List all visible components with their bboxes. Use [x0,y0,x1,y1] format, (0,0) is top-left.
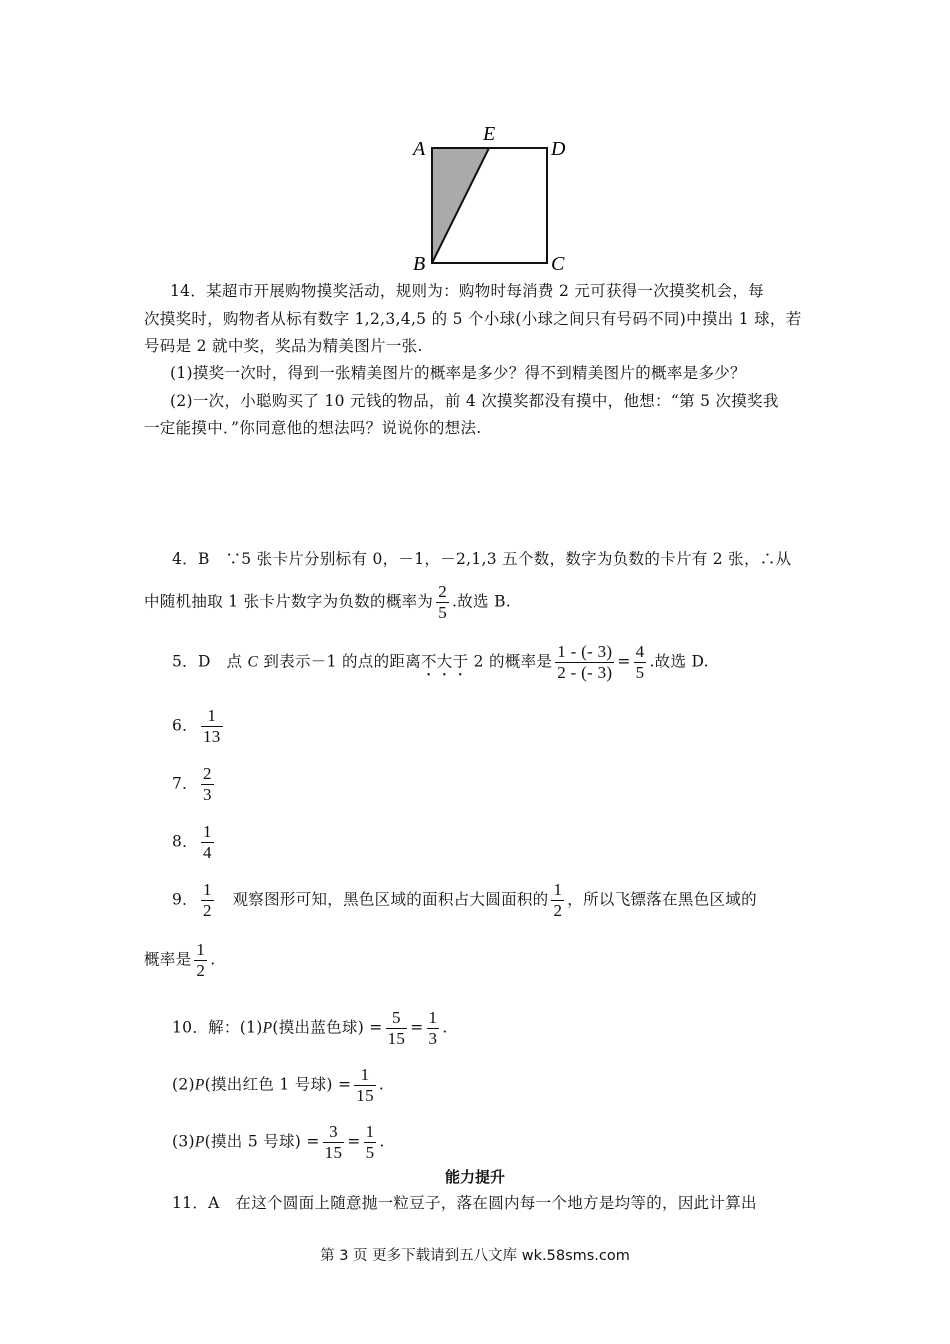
a10-l3-n2: 1 [365,1122,375,1141]
shaded-triangle-abe [432,148,489,263]
a6-line [172,706,226,747]
a10-l1-d2: 3 [428,1029,438,1048]
a10-l2-pre: (2) [172,1075,195,1094]
a8-den: 4 [202,843,212,862]
a9-post: ，所以飞镖落在黑色区域的 [567,890,757,909]
q14-line6: 一定能摸中．”你同意他的想法吗？说说你的想法. [144,419,482,437]
a10-l2-dot: . [378,1075,385,1094]
a4-text: 中随机抽取 1 张卡片数字为负数的概率为 [144,592,434,611]
a10-l3-dot: . [379,1132,385,1151]
a10-l3-mid: (摸出 5 号球) = [204,1132,320,1151]
a5-fraction2 [634,642,647,683]
label-c: C [551,253,565,275]
a5-line [172,642,709,683]
a10-line3 [172,1122,385,1163]
a10-line1 [172,1008,448,1049]
a9-num2: 1 [553,880,563,899]
a9-num3: 1 [196,940,206,959]
q14-line1: 14．某超市开展购物摸奖活动，规则为：购物时每消费 2 元可获得一次摸奖机会，每 [170,282,764,300]
a10-l2-d: 15 [356,1086,374,1105]
a5-frac2-den: 5 [635,663,645,682]
q14-line2: 次摸奖时，购物者从标有数字 1,2,3,4,5 的 5 个小球(小球之间只有号码不同)中摸出 1 球，若 [144,310,802,328]
a10-l3-n1: 3 [329,1122,338,1141]
a10-l2-mid: (摸出红色 1 号球) = [204,1075,352,1094]
a9-line2 [144,940,215,981]
a10-l3-pre: (3) [172,1132,195,1151]
a10-l1-eq: = [410,1018,424,1037]
a5-pre2: 到表示－1 的点的距离 [258,652,421,671]
a4-line1: 4．B ∵5 张卡片分别标有 0，－1，－2,1,3 五个数，数字为负数的卡片有 2 张，∴从 [172,550,792,568]
a11-line1: 11．A 在这个圆面上随意抛一粒豆子，落在圆内每一个地方是均等的，因此计算出 [172,1194,757,1212]
a7-num: 2 [202,764,212,783]
a10-l3-frac2 [364,1122,377,1163]
a4-frac-num: 2 [438,582,448,601]
a5-pre1: 5．D 点 [172,652,248,671]
q14-line4: (1)摸奖一次时，得到一张精美图片的概率是多少？得不到精美图片的概率是多少？ [170,364,746,382]
label-d: D [551,138,566,160]
section-title: 能力提升 [444,1168,505,1186]
a9-den2: 2 [553,901,563,920]
a10-l1-mid: (摸出蓝色球) = [272,1018,383,1037]
a10-l1-d1: 15 [387,1029,406,1048]
a8-fraction [201,822,214,863]
a9-fraction3 [194,940,207,981]
a7-fraction [201,764,214,805]
a10-l3-d1: 15 [324,1143,343,1162]
a8-line [172,822,217,863]
a8-label: 8． [172,832,198,851]
a9-label: 9． [172,890,198,909]
a10-l1-p: P [262,1019,273,1037]
label-e: E [483,123,496,145]
a10-line2 [172,1065,384,1106]
a10-l1-dot: . [442,1018,448,1037]
a9-den1: 2 [202,901,212,920]
a4-post: .故选 B. [452,592,512,611]
a10-l3-p: P [194,1133,205,1151]
a10-l3-frac1 [323,1122,345,1163]
page-footer: 第 3 页 更多下载请到五八文库 wk.58sms.com [320,1248,630,1264]
a7-line [172,764,217,805]
a7-label: 7． [172,774,198,793]
a4-fraction [436,582,449,623]
a9-fraction1 [201,880,214,921]
a10-l1-frac2 [427,1008,440,1049]
a10-l1-pre: 10．解：(1) [172,1018,263,1037]
a10-l3-eq: = [347,1132,361,1151]
a9-num1: 1 [202,880,212,899]
a10-l2-n: 1 [360,1065,370,1084]
a5-var-c: C [247,653,259,671]
a9-line2-pre: 概率是 [144,950,192,969]
a6-label: 6． [172,716,198,735]
a9-fraction2 [551,880,564,921]
a4-line2 [144,582,511,623]
a6-num: 1 [207,706,217,725]
a9-line2-post: . [210,950,216,969]
a9-den3: 2 [196,961,206,980]
a4-frac-den: 5 [438,603,448,622]
a5-fraction1 [555,642,614,683]
a8-num: 1 [202,822,212,841]
a5-frac1-den: 2 - (- 3) [557,663,613,682]
a9-mid: 观察图形可知，黑色区域的面积占大圆面积的 [232,890,549,909]
q14-line3: 号码是 2 就中奖，奖品为精美图片一张. [144,337,423,355]
a10-l2-frac [354,1065,376,1106]
a5-post: .故选 D. [649,652,709,671]
a5-frac2-num: 4 [635,642,645,661]
a7-den: 3 [202,785,212,804]
a5-frac1-num: 1 - (- 3) [557,642,613,661]
square-figure [405,118,575,278]
a5-emphasis: 不大于 [421,652,469,671]
q14-line5: (2)一次，小聪购买了 10 元钱的物品，前 4 次摸奖都没有摸中，他想：“第 5 次摸奖我 [170,392,779,410]
a6-den: 13 [202,727,221,746]
a10-l2-p: P [194,1076,205,1094]
a9-line1 [172,880,757,921]
a5-pre3: 2 的概率是 [468,652,553,671]
label-a: A [413,138,426,160]
a5-eq: = [617,652,631,671]
a6-fraction [201,706,223,747]
a10-l3-d2: 5 [365,1143,375,1162]
a10-l1-n2: 1 [428,1008,438,1027]
a10-l1-frac1 [386,1008,408,1049]
label-b: B [413,253,426,275]
a10-l1-n1: 5 [391,1008,401,1027]
